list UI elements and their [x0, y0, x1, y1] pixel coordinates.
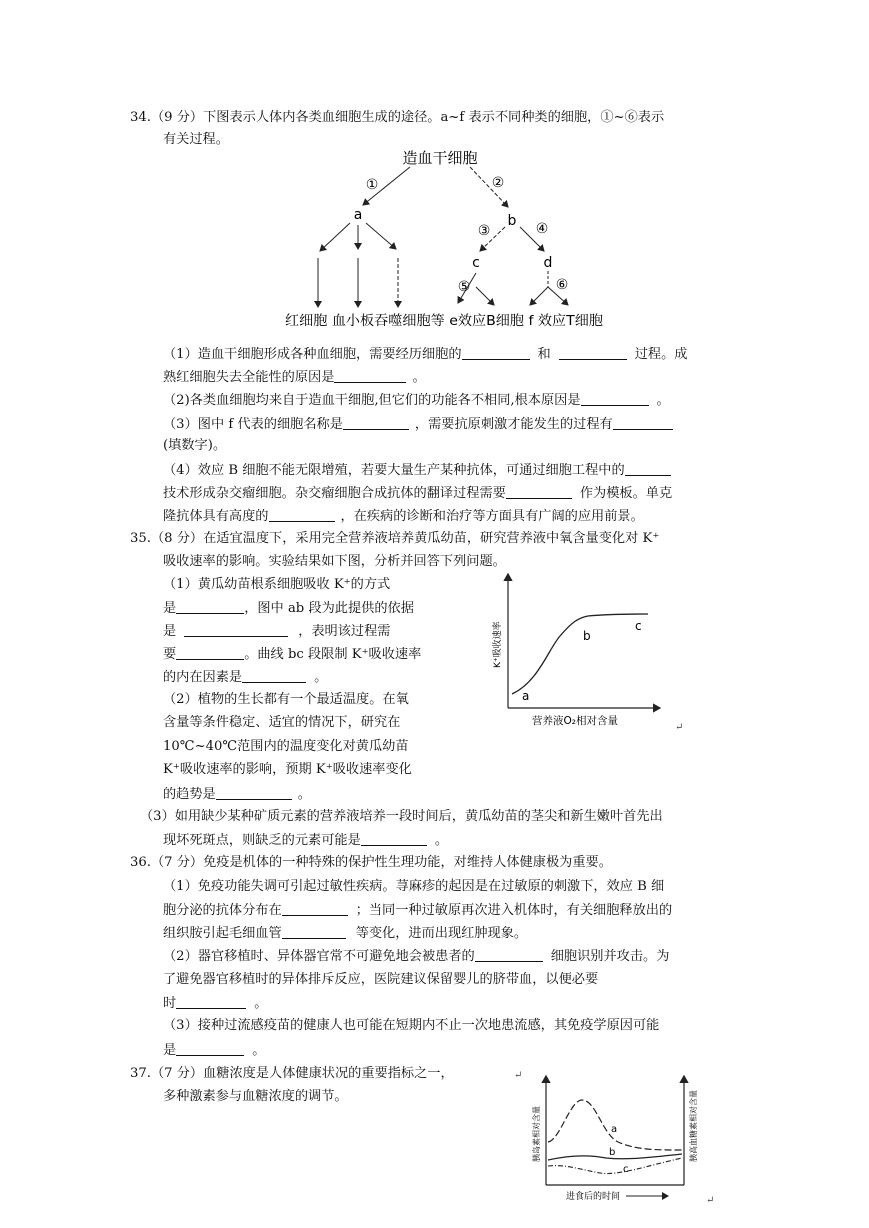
q36-sub1-line3: 组织胺引起毛细血管 等变化，进而出现红肿现象。: [163, 926, 528, 941]
q35-sub3-line2: 现坏死斑点，则缺乏的元素可能是 。: [163, 833, 448, 848]
potassium-uptake-graph: [488, 560, 688, 738]
q35-sub1-line1: （1）黄瓜幼苗根系细胞吸收 K⁺的方式: [163, 577, 391, 592]
q35-sub1-line3: 是 ，表明该过程需: [163, 624, 391, 639]
q35-sub2-line5: 的趋势是 。: [163, 787, 311, 802]
q36-heading: 36.（7 分）免疫是机体的一种特殊的保护性生理功能，对维持人体健康极为重要。: [130, 855, 612, 870]
process-5-label: ⑤: [457, 279, 471, 295]
uptake-curve: [512, 614, 648, 694]
q34-sub1-line1: （1）造血干细胞形成各种血细胞，需要经历细胞的 和 过程。成: [163, 347, 688, 362]
curve-c-label: c: [623, 1164, 629, 1175]
stem-cell-label: 造血干细胞: [402, 149, 478, 167]
x-axis-label: 进食后的时间: [566, 1192, 621, 1202]
q35-sub3-line1: （3）如用缺少某种矿质元素的营养液培养一段时间后，黄瓜幼苗的茎尖和新生嫩叶首先出: [140, 809, 663, 824]
right-y-axis-label: 胰高血糖素相对含量: [689, 1090, 698, 1162]
return-mark-icon: ↵: [706, 1195, 715, 1206]
q35-sub2-line1: （2）植物的生长都有一个最适温度。在氧: [163, 692, 409, 707]
q34-heading-line1: 34.（9 分）下图表示人体内各类血细胞生成的途径。a~f 表示不同种类的细胞，①~⑥表示: [130, 110, 665, 125]
q37-heading-line2: 多种激素参与血糖浓度的调节。: [163, 1089, 348, 1104]
q35-sub2-line3: 10℃~40℃范围内的温度变化对黄瓜幼苗: [163, 739, 409, 754]
return-mark-icon: ↵: [514, 1070, 523, 1081]
y-axis-label: K⁺吸收速率: [493, 621, 503, 668]
q35-sub2-line4: K⁺吸收速率的影响，预期 K⁺吸收速率变化: [163, 762, 412, 777]
point-c-label: c: [635, 619, 642, 633]
curve-c: [548, 1158, 682, 1174]
process-6-label: ⑥: [555, 277, 569, 293]
hormone-level-graph: [526, 1070, 706, 1205]
end-cells-label: 红细胞 血小板吞噬细胞等 e效应B细胞 f 效应T细胞: [285, 313, 590, 329]
curve-b-label: b: [609, 1147, 616, 1158]
q36-sub2-line3: 时 。: [163, 996, 268, 1011]
q35-sub2-line2: 含量等条件稳定、适宜的情况下，研究在: [163, 715, 401, 730]
cell-c-label: c: [472, 255, 480, 271]
q34-sub1-line2: 熟红细胞失去全能性的原因是 。: [163, 370, 426, 385]
q34-sub4-line1: （4）效应 B 细胞不能无限增殖，若要大量生产某种抗体，可通过细胞工程中的: [163, 462, 671, 479]
point-b-label: b: [583, 629, 591, 643]
cell-a-label: a: [353, 207, 363, 223]
process-2-label: ②: [491, 175, 505, 191]
q36-sub3-line2: 是 。: [163, 1043, 266, 1058]
arrow-6-left: [530, 287, 548, 305]
q36-sub2-line1: （2）器官移植时、异体器官常不可避免地会被患者的 细胞识别并攻击。为: [163, 949, 670, 964]
left-y-axis-label: 胰岛素相对含量: [532, 1106, 541, 1162]
process-1-label: ①: [365, 177, 379, 193]
process-3-label: ③: [477, 223, 491, 239]
q36-sub3-line1: （3）接种过流感疫苗的健康人也可能在短期内不止一次地患流感，其免疫学原因可能: [163, 1018, 660, 1033]
q35-heading-line2: 吸收速率的影响。实验结果如下图，分析并回答下列问题。: [163, 554, 506, 569]
point-a-label: a: [522, 689, 530, 703]
cell-d-label: d: [543, 255, 553, 271]
q35-sub1-line5: 的内在因素是 。: [163, 670, 328, 685]
x-axis-label: 营养液O₂相对含量: [532, 715, 618, 727]
arrow-a-left: [320, 223, 350, 251]
curve-a-label: a: [611, 1124, 618, 1135]
return-mark-icon: ↵: [675, 722, 684, 733]
q37-heading-line1: 37.（7 分）血糖浓度是人体健康状况的重要指标之一，: [130, 1066, 454, 1081]
cell-b-label: b: [507, 213, 517, 229]
arrow-a-right: [366, 223, 396, 249]
q35-sub1-line2: 是 ，图中 ab 段为此提供的依据: [163, 601, 414, 616]
q34-heading-line2: 有关过程。: [163, 132, 229, 147]
q34-sub4-line3: 隆抗体具有高度的 ，在疾病的诊断和治疗等方面具有广阔的应用前景。: [163, 509, 644, 524]
process-4-label: ④: [535, 221, 549, 237]
arrow-5-right: [476, 287, 494, 305]
blood-cell-pathway-diagram: [280, 145, 620, 335]
q35-sub1-line4: 要 。曲线 bc 段限制 K⁺吸收速率: [163, 647, 422, 662]
q34-sub3-line2: (填数字)。: [163, 438, 227, 453]
q34-sub2: （2)各类血细胞均来自于造血干细胞,但它们的功能各不相同,根本原因是 。: [163, 393, 670, 408]
q34-sub3-line1: （3）图中 f 代表的细胞名称是 ，需要抗原刺激才能发生的过程有: [163, 416, 673, 433]
q36-sub1-line2: 胞分泌的抗体分布在 ；当同一种过敏原再次进入机体时，有关细胞释放出的: [163, 903, 673, 918]
q36-sub1-line1: （1）免疫功能失调可引起过敏性疾病。荨麻疹的起因是在过敏原的刺激下，效应 B 细: [163, 879, 665, 894]
q36-sub2-line2: 了避免器官移植时的异体排斥反应，医院建议保留婴儿的脐带血，以便必要: [163, 972, 599, 987]
q34-sub4-line2: 技术形成杂交瘤细胞。杂交瘤细胞合成抗体的翻译过程需要 作为模板。单克: [163, 486, 673, 501]
q35-heading-line1: 35.（8 分）在适宜温度下，采用完全营养液培养黄瓜幼苗，研究营养液中氧含量变化对 K⁺: [130, 531, 660, 546]
